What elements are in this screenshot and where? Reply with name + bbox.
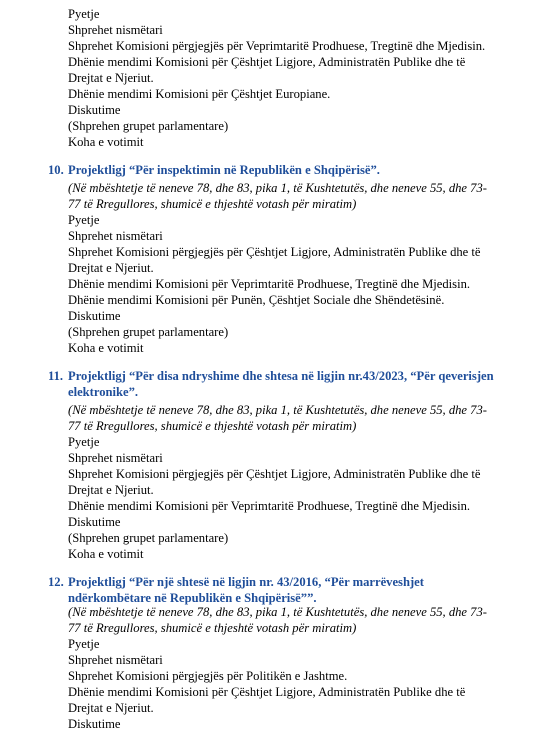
agenda-line: (Shprehen grupet parlamentare): [68, 531, 229, 545]
item-title: Projektligj “Për inspektimin në Republikën e Shqipërisë”.: [68, 163, 380, 177]
agenda-line: (Shprehen grupet parlamentare): [68, 325, 229, 339]
item-legal-basis: 77 të Rregullores, shumicë e thjeshtë votash për miratim): [68, 197, 357, 211]
item-number: 10.: [48, 163, 64, 177]
agenda-line: Koha e votimit: [68, 341, 144, 355]
agenda-line: Drejtat e Njeriut.: [68, 71, 154, 85]
item-title: Projektligj “Për një shtesë në ligjin nr. 43/2016, “Për marrëveshjet: [68, 575, 424, 589]
agenda-line: Drejtat e Njeriut.: [68, 701, 154, 715]
agenda-line: Dhënie mendimi Komisioni për Çështjet Europiane.: [68, 87, 331, 101]
agenda-line: Shprehet nismëtari: [68, 451, 163, 465]
agenda-line: Pyetje: [68, 637, 100, 651]
agenda-line: Dhënie mendimi Komisioni për Veprimtaritë Prodhuese, Tregtinë dhe Mjedisin.: [68, 277, 471, 291]
item-legal-basis: (Në mbështetje të neneve 78, dhe 83, pika 1, të Kushtetutës, dhe neneve 55, dhe 73-: [68, 181, 487, 195]
item-legal-basis: 77 të Rregullores, shumicë e thjeshtë votash për miratim): [68, 621, 357, 635]
agenda-line: Koha e votimit: [68, 135, 144, 149]
item-legal-basis: (Në mbështetje të neneve 78, dhe 83, pika 1, të Kushtetutës, dhe neneve 55, dhe 73-: [68, 403, 487, 417]
item-title: Projektligj “Për disa ndryshime dhe shtesa në ligjin nr.43/2023, “Për qeverisjen: [68, 369, 494, 383]
agenda-line: Koha e votimit: [68, 547, 144, 561]
agenda-line: Diskutime: [68, 309, 121, 323]
agenda-line: Shprehet Komisioni përgjegjës për Veprimtaritë Prodhuese, Tregtinë dhe Mjedisin.: [68, 39, 486, 53]
agenda-line: Dhënie mendimi Komisioni për Punën, Çështjet Sociale dhe Shëndetësinë.: [68, 293, 445, 307]
item-title: ndërkombëtare në Republikën e Shqipërisë””.: [68, 591, 317, 605]
item-title: elektronike”.: [68, 385, 139, 399]
item-number: 11.: [48, 369, 64, 383]
item-legal-basis: 77 të Rregullores, shumicë e thjeshtë votash për miratim): [68, 419, 357, 433]
agenda-line: Pyetje: [68, 435, 100, 449]
agenda-line: Shprehet Komisioni përgjegjës për Politikën e Jashtme.: [68, 669, 348, 683]
agenda-line: Dhënie mendimi Komisioni për Çështjet Ligjore, Administratën Publike dhe të: [68, 55, 466, 69]
agenda-line: Pyetje: [68, 213, 100, 227]
agenda-line: Shprehet nismëtari: [68, 229, 163, 243]
agenda-line: Shprehet nismëtari: [68, 23, 163, 37]
agenda-line: Dhënie mendimi Komisioni për Çështjet Ligjore, Administratën Publike dhe të: [68, 685, 466, 699]
item-number: 12.: [48, 575, 64, 589]
item-legal-basis: (Në mbështetje të neneve 78, dhe 83, pika 1, të Kushtetutës, dhe neneve 55, dhe 73-: [68, 605, 487, 619]
agenda-line: Shprehet Komisioni përgjegjës për Çështjet Ligjore, Administratën Publike dhe të: [68, 245, 481, 259]
agenda-line: Diskutime: [68, 717, 121, 731]
agenda-line: Diskutime: [68, 515, 121, 529]
agenda-line: Dhënie mendimi Komisioni për Veprimtaritë Prodhuese, Tregtinë dhe Mjedisin.: [68, 499, 471, 513]
agenda-line: Diskutime: [68, 103, 121, 117]
agenda-line: Pyetje: [68, 7, 100, 21]
agenda-line: Shprehet Komisioni përgjegjës për Çështjet Ligjore, Administratën Publike dhe të: [68, 467, 481, 481]
agenda-line: Shprehet nismëtari: [68, 653, 163, 667]
agenda-line: (Shprehen grupet parlamentare): [68, 119, 229, 133]
agenda-line: Drejtat e Njeriut.: [68, 261, 154, 275]
agenda-line: Drejtat e Njeriut.: [68, 483, 154, 497]
